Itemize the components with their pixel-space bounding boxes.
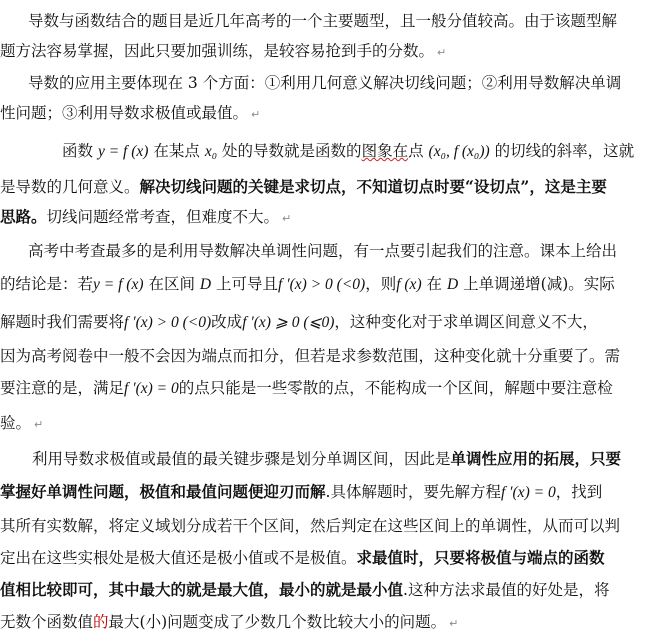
p5-line-5: 值相比较即可，其中最大的就是最大值，最小的就是最小值.这种方法求最值的好处是，将 <box>0 580 610 599</box>
p4-line-4: 因为高考阅卷中一般不会因为端点而扣分，但若是求参数范围，这种变化就十分重要了。需 <box>0 347 621 365</box>
formula: f ′(x) = 0 <box>500 484 556 501</box>
p2-line-1: 导数的应用主要体现在 3 个方面：①利用几何意义解决切线问题；②利用导数解决单调 <box>28 74 622 92</box>
p5-line-2: 掌握好单调性问题，极值和最值问题便迎刃而解.具体解题时，要先解方程f ′(x) = 0，找到 <box>0 482 603 501</box>
p1-line-2: 题方法容易掌握，因此只要加强训练，是较容易抢到手的分数。 ↵ <box>0 42 447 60</box>
p3-line-1: 函数 y = f (x) 在某点 x₀ 处的导数就是函数的图象在点 (x₀, f (x₀)) 的切线的斜率，这就 <box>62 142 635 160</box>
p4-line-5: 要注意的是，满足f ′(x) = 0的点只能是一些零散的点，不能构成一个区间，解题中要注意检 <box>0 379 613 397</box>
formula: y = f (x) <box>93 276 144 293</box>
p1-line-1: 导数与函数结合的题目是近几年高考的一个主要题型，且一般分值较高。由于该题型解 <box>28 12 618 30</box>
formula: (x₀, f (x₀)) <box>428 143 490 160</box>
spellcheck-underline: 图象在 <box>361 142 409 160</box>
formula: f ′(x) ⩾ 0 (⩽0) <box>242 314 335 331</box>
formula: D <box>447 276 459 293</box>
paragraph-mark-icon: ↵ <box>34 418 44 431</box>
p4-line-3: 解题时我们需要将f ′(x) > 0 (<0)改成f ′(x) ⩾ 0 (⩽0)，这种变化对于求单调区间意义不大， <box>0 313 598 331</box>
formula: f ′(x) > 0 (<0) <box>124 314 212 331</box>
paragraph-mark-icon: ↵ <box>251 108 261 121</box>
p5-line-1: 利用导数求极值或最值的最关键步骤是划分单调区间，因此是单调性应用的拓展，只要 <box>32 449 622 468</box>
highlighted-char: 的 <box>93 613 109 631</box>
formula: f (x) <box>396 276 422 293</box>
formula: f ′(x) = 0 <box>124 380 179 397</box>
formula: y = f (x) <box>97 143 149 160</box>
paragraph-mark-icon: ↵ <box>282 212 292 225</box>
p5-line-6: 无数个函数值的最大(小)问题变成了少数几个数比较大小的问题。 ↵ <box>0 613 459 631</box>
p3-line-3: 思路。切线问题经常考查，但难度不大。 ↵ <box>0 207 292 226</box>
p3-line-2: 是导数的几何意义。解决切线问题的关键是求切点，不知道切点时要“设切点”，这是主要 <box>0 177 607 196</box>
p4-line-6: 验。 ↵ <box>0 414 44 432</box>
formula: D <box>199 276 212 293</box>
paragraph-mark-icon: ↵ <box>437 46 447 59</box>
formula: f ′(x) > 0 (<0) <box>278 276 366 293</box>
p2-line-2: 性问题；③利用导数求极值或最值。 ↵ <box>0 104 261 122</box>
formula: x₀ <box>204 143 218 160</box>
paragraph-mark-icon: ↵ <box>449 617 459 630</box>
p4-line-2: 的结论是：若y = f (x) 在区间 D 上可导且f ′(x) > 0 (<0)，则f (x) 在 D 上单调递增(减)。实际 <box>0 275 615 293</box>
p5-line-4: 定出在这些实根处是极大值还是极小值或不是极值。求最值时，只要将极值与端点的函数 <box>0 548 605 567</box>
p4-line-1: 高考中考查最多的是利用导数解决单调性问题，有一点要引起我们的注意。课本上给出 <box>28 242 618 260</box>
p5-line-3: 其所有实数解，将定义域划分成若干个区间，然后判定在这些区间上的单调性，从而可以判 <box>0 517 621 535</box>
